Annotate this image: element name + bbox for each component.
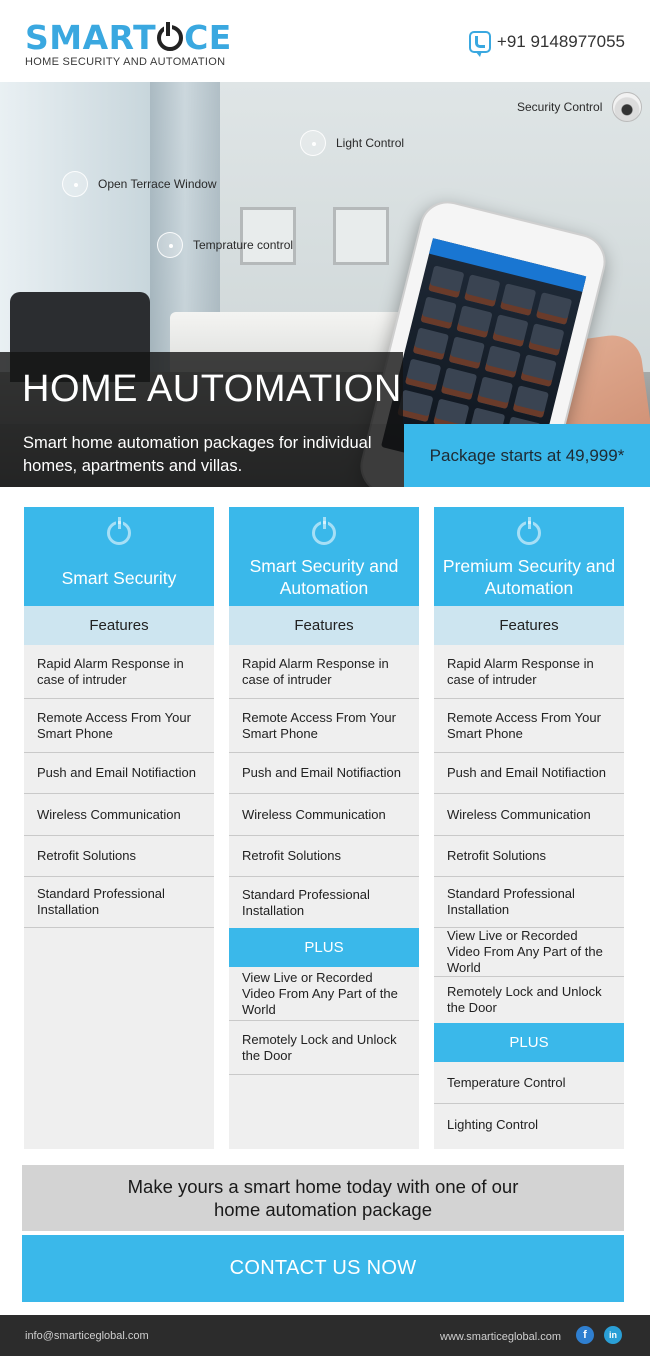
package-header bbox=[434, 507, 624, 606]
feature-item: Wireless Communication bbox=[229, 794, 419, 836]
price-badge: Package starts at 49,999* bbox=[404, 424, 650, 487]
package-card-smart-security bbox=[24, 507, 214, 1149]
cta-line: Make yours a smart home today with one of our bbox=[127, 1176, 519, 1197]
power-icon bbox=[312, 521, 336, 545]
app-tile bbox=[484, 345, 520, 378]
feature-item: View Live or Recorded Video From Any Part of the World bbox=[229, 967, 419, 1021]
feature-item: Rapid Alarm Response in case of intruder bbox=[434, 645, 624, 699]
hotspot-dot-icon bbox=[300, 130, 326, 156]
app-tile bbox=[405, 358, 441, 391]
cta-message bbox=[22, 1165, 624, 1231]
phone-number[interactable]: +91 9148977055 bbox=[496, 32, 625, 51]
hotspot-light-control bbox=[300, 130, 404, 156]
features-label: Features bbox=[24, 606, 214, 645]
feature-item: Temperature Control bbox=[434, 1062, 624, 1104]
plus-label: PLUS bbox=[229, 928, 419, 967]
app-tile bbox=[536, 292, 572, 325]
app-tile bbox=[464, 274, 500, 307]
linkedin-icon[interactable]: in bbox=[604, 1326, 622, 1344]
power-icon bbox=[157, 25, 183, 51]
feature-item: Retrofit Solutions bbox=[434, 836, 624, 877]
package-title: Smart Security bbox=[61, 568, 177, 588]
package-card-smart-security-automation bbox=[229, 507, 419, 1149]
hotspot-terrace-window bbox=[62, 171, 217, 197]
power-icon bbox=[107, 521, 131, 545]
app-tile bbox=[420, 296, 456, 329]
footer-email-link[interactable]: info@smarticeglobal.com bbox=[25, 1330, 149, 1342]
cta-line: home automation package bbox=[213, 1199, 433, 1220]
feature-item: View Live or Recorded Video From Any Part of the World bbox=[434, 928, 624, 977]
features-label: Features bbox=[229, 606, 419, 645]
hotspot-security-control bbox=[517, 92, 642, 122]
app-tile bbox=[520, 354, 556, 387]
power-icon bbox=[517, 521, 541, 545]
wall-frame bbox=[333, 207, 389, 265]
feature-item: Remote Access From Your Smart Phone bbox=[434, 699, 624, 753]
feature-item: Remote Access From Your Smart Phone bbox=[229, 699, 419, 753]
plus-label: PLUS bbox=[434, 1023, 624, 1062]
package-header bbox=[24, 507, 214, 606]
feature-item: Retrofit Solutions bbox=[24, 836, 214, 877]
app-tile bbox=[492, 314, 528, 347]
feature-item: Push and Email Notifiaction bbox=[229, 753, 419, 794]
app-tile bbox=[413, 327, 449, 360]
app-tile bbox=[513, 385, 549, 418]
feature-item: Push and Email Notifiaction bbox=[24, 753, 214, 794]
feature-item: Rapid Alarm Response in case of intruder bbox=[229, 645, 419, 699]
logo-tagline: HOME SECURITY AND AUTOMATION bbox=[25, 56, 226, 68]
feature-item: Standard Professional Installation bbox=[242, 886, 370, 918]
app-tile bbox=[449, 336, 485, 369]
hero-subtitle: Smart home automation packages for individual homes, apartments and villas. bbox=[0, 424, 404, 487]
header bbox=[0, 0, 650, 82]
package-header bbox=[229, 507, 419, 606]
hotspot-temperature-control bbox=[157, 232, 293, 258]
hotspot-label: Light Control bbox=[336, 136, 405, 150]
app-tile-grid bbox=[397, 265, 572, 449]
package-card-premium bbox=[434, 507, 624, 1149]
app-tile bbox=[428, 265, 464, 298]
security-camera-icon bbox=[612, 92, 642, 122]
app-tile bbox=[500, 283, 536, 316]
feature-item: Rapid Alarm Response in case of intruder bbox=[24, 645, 214, 699]
features-label: Features bbox=[434, 606, 624, 645]
feature-item: Retrofit Solutions bbox=[229, 836, 419, 877]
feature-item: Lighting Control bbox=[447, 1116, 539, 1132]
hotspot-dot-icon bbox=[62, 171, 88, 197]
app-tile bbox=[456, 305, 492, 338]
feature-item: Remotely Lock and Unlock the Door bbox=[229, 1021, 419, 1075]
hotspot-label: Security Control bbox=[517, 100, 603, 114]
feature-item: Standard Professional Installation bbox=[434, 877, 624, 928]
package-title: Smart Security and Automation bbox=[249, 556, 399, 598]
feature-item: Standard Professional Installation bbox=[24, 877, 214, 928]
facebook-icon[interactable]: f bbox=[576, 1326, 594, 1344]
phone-icon bbox=[469, 31, 491, 53]
contact-us-button[interactable]: CONTACT US NOW bbox=[22, 1235, 624, 1302]
app-tile bbox=[477, 376, 513, 409]
hotspot-label: Temprature control bbox=[193, 238, 294, 252]
app-tile bbox=[441, 367, 477, 400]
hero-title: HOME AUTOMATION bbox=[0, 352, 403, 424]
hotspot-dot-icon bbox=[157, 232, 183, 258]
feature-item: Wireless Communication bbox=[434, 794, 624, 836]
logo-wordmark: SMART CE bbox=[25, 18, 232, 57]
feature-item: Wireless Communication bbox=[24, 794, 214, 836]
hero-banner bbox=[0, 82, 650, 487]
logo[interactable] bbox=[25, 18, 232, 68]
feature-item: Remote Access From Your Smart Phone bbox=[24, 699, 214, 753]
hotspot-label: Open Terrace Window bbox=[98, 177, 217, 191]
package-title: Premium Security and Automation bbox=[442, 556, 616, 598]
footer bbox=[0, 1315, 650, 1356]
feature-item: Push and Email Notifiaction bbox=[434, 753, 624, 794]
phone-contact[interactable] bbox=[469, 31, 625, 53]
app-tile bbox=[528, 323, 564, 356]
feature-item: Remotely Lock and Unlock the Door bbox=[447, 984, 602, 1015]
footer-website-link[interactable]: www.smarticeglobal.com bbox=[440, 1331, 562, 1343]
